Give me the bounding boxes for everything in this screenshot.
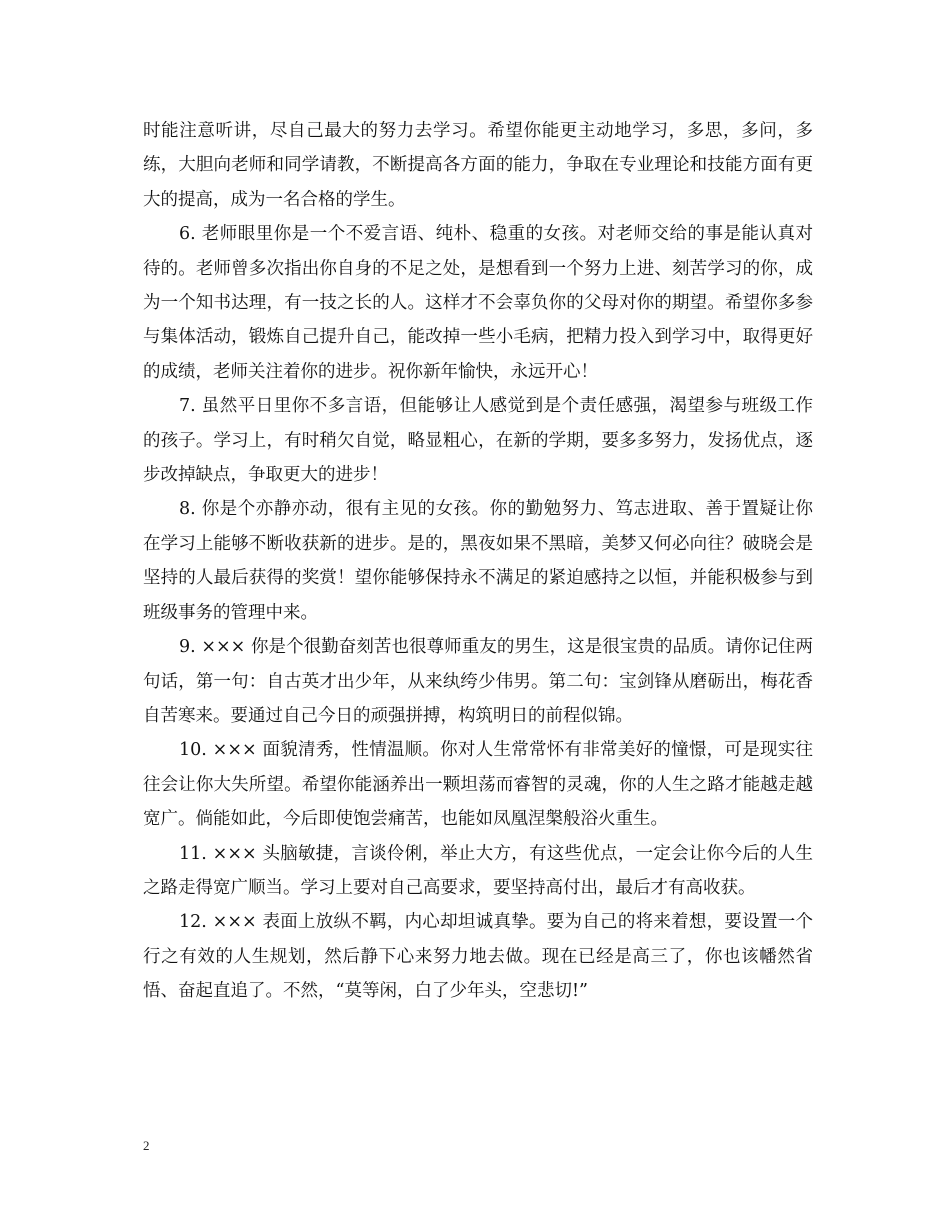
paragraph-item-7: 7. 虽然平日里你不多言语，但能够让人感觉到是个责任感强，渴望参与班级工作的孩子。学习上，有时稍欠自觉，略显粗心，在新的学期，要多多努力，发扬优点，逐步改掉缺点，争取更大的进步！ [143, 396, 813, 486]
document-body [143, 114, 813, 1009]
paragraph-item-11: 11. ××× 头脑敏捷，言谈伶俐，举止大方，有这些优点，一定会让你今后的人生之路走得宽广顺当。学习上要对自己高要求，要坚持高付出，最后才有高收获。 [143, 843, 813, 898]
paragraph-continuation: 时能注意听讲，尽自己最大的努力去学习。希望你能更主动地学习，多思，多问，多练，大胆向老师和同学请教，不断提高各方面的能力，争取在专业理论和技能方面有更大的提高，成为一名合格的学生。 [143, 121, 813, 210]
paragraph-item-8: 8. 你是个亦静亦动，很有主见的女孩。你的勤勉努力、笃志进取、善于置疑让你在学习上能够不断收获新的进步。是的，黑夜如果不黑暗，美梦又何必向往？破晓会是坚持的人最后获得的奖赏！望你能够保持永不满足的紧迫感持之以恒，并能积极参与到班级事务的管理中来。 [143, 499, 813, 623]
page-number: 2 [143, 1138, 150, 1153]
paragraph-item-10: 10. ××× 面貌清秀，性情温顺。你对人生常常怀有非常美好的憧憬，可是现实往往会让你大失所望。希望你能涵养出一颗坦荡而睿智的灵魂，你的人生之路才能越走越宽广。倘能如此，今后即使饱尝痛苦，也能如凤凰涅槃般浴火重生。 [143, 740, 813, 830]
paragraph-item-12: 12. ××× 表面上放纵不羁，内心却坦诚真挚。要为自己的将来着想，要设置一个行之有效的人生规划，然后静下心来努力地去做。现在已经是高三了，你也该幡然省悟、奋起直追了。不然，“莫等闲，白了少年头，空悲切!” [143, 912, 813, 1002]
paragraph-item-9: 9. ××× 你是个很勤奋刻苦也很尊师重友的男生，这是很宝贵的品质。请你记住两句话，第一句：自古英才出少年，从来纨绔少伟男。第二句：宝剑锋从磨砺出，梅花香自苦寒来。要通过自己今日的顽强拼搏，构筑明日的前程似锦。 [143, 637, 813, 726]
paragraph-item-6: 6. 老师眼里你是一个不爱言语、纯朴、稳重的女孩。对老师交给的事是能认真对待的。老师曾多次指出你自身的不足之处，是想看到一个努力上进、刻苦学习的你，成为一个知书达理，有一技之长的人。这样才不会辜负你的父母对你的期望。希望你多参与集体活动，锻炼自己提升自己，能改掉一些小毛病，把精力投入到学习中，取得更好的成绩，老师关注着你的进步。祝你新年愉快，永远开心！ [143, 224, 813, 382]
